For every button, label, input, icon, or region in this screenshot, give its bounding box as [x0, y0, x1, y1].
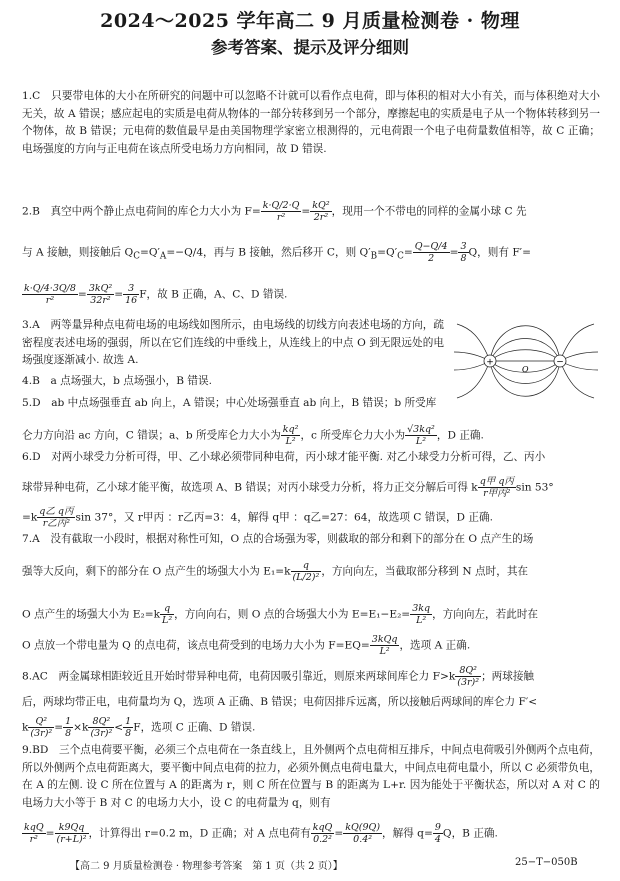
fraction: $\frac{\text{q甲 q丙}}{\text{r甲丙²}}$ — [479, 476, 514, 499]
fraction: $\frac{\text{kqQ}}{\text{0.2²}}$ — [312, 822, 333, 845]
answer-8-line-2: 后，两球均带正电，电荷量均为 Q，选项 A 正确、B 错误；电荷因排斥远离，所以接触后两球间的库仑力 F′< — [22, 696, 538, 708]
fraction: $\frac{Q-Q/4}{2}$ — [414, 241, 448, 264]
answer-1: 1.C 只要带电体的大小在所研究的问题中可以忽略不计就可以看作点电荷，即与体积的相对大小有关，而与体积绝对大小无关，故 A 错误；感应起电的实质是电荷从物体的一部分转移到另一个部分，摩擦起电的实质是电子从一个物体转移到另一个物体，故 B 错误；元电荷的数值最早是由美国物理学家密立根测得的，元电荷跟一个电子电荷量数值相等，故 C 正确；电场强度的方向与正电荷在该点所受电场力方向相同，故 D 错误. — [22, 90, 600, 155]
fraction: $\frac{9}{4}$ — [434, 822, 441, 845]
fraction: $\frac{3}{8}$ — [460, 241, 467, 264]
fraction: $\frac{\text{kQ²}}{\text{2r²}}$ — [312, 200, 330, 223]
answer-7-line-4: O 点放一个带电量为 Q 的点电荷，该点电荷受到的电场力大小为 F=EQ= $\frac{\text{3kQq}}{\text{L²}}$ ，选项 A 正确. — [22, 634, 471, 657]
answer-9-equation-line: $\frac{\text{kqQ}}{\text{r²}}$ = $\frac{k9Qq}{\text{(r+L)²}}$ ，计算得出 r=0.2 m，D 正确；对 A 点电荷有 $\frac{\text{kqQ}}{\text{0.2²}}$ = $\frac{kQ(9Q)}{\text{0.4²}}$ ，解得 q= $\frac{9}{4}$ Q，B 正确. — [24, 822, 498, 845]
answer-4: 4.B a 点场强大，b 点场强小，B 错误. — [22, 375, 212, 387]
answer-6-line-2: 球带异种电荷，乙小球才能平衡，故选项 A、B 错误；对丙小球受力分析，将力正交分解后可得 k $\frac{\text{q甲 q丙}}{\text{r甲丙²}}$ sin 53° — [22, 476, 554, 499]
fraction: $\frac{3}{16}$ — [125, 283, 138, 306]
fraction: $\frac{k\cdot Q/2\cdot Q}{\text{r²}}$ — [262, 200, 300, 223]
center-label: O — [522, 365, 529, 374]
fraction: $\frac{\text{Q²}}{\text{(3r)²}}$ — [30, 716, 53, 739]
fraction: $\frac{k9Qq}{\text{(r+L)²}}$ — [56, 822, 87, 845]
fraction: $\frac{3kq}{\text{L²}}$ — [412, 603, 431, 626]
fraction: $\frac{\text{8Q²}}{\text{(3r)²}}$ — [90, 716, 113, 739]
fraction: $\frac{kQ(9Q)}{\text{0.4²}}$ — [345, 822, 381, 845]
fraction: $\frac{\text{√3kq²}}{\text{L²}}$ — [407, 424, 435, 447]
fraction: $\frac{q}{\text{(L/2)²}}$ — [292, 560, 320, 583]
page-title: 2024～2025 学年高二 9 月质量检测卷 · 物理 — [100, 10, 520, 32]
minus-label: − — [556, 357, 564, 368]
fraction: $\frac{\text{3kQ²}}{\text{32r²}}$ — [88, 283, 113, 306]
fraction: $\frac{\text{kq²}}{\text{L²}}$ — [282, 424, 299, 447]
electric-field-lines-figure — [452, 316, 602, 406]
fraction: $\frac{q}{\text{L²}}$ — [162, 603, 173, 626]
fraction: $\frac{k\cdot Q/4\cdot 3Q/8}{\text{r²}}$ — [24, 283, 76, 306]
answer-7-line-1: 7.A 没有截取一小段时，根据对称性可知，O 点的合场强为零，则截取的部分和剩下的部分在 O 点产生的场 — [22, 533, 534, 545]
fraction: $\frac{\text{8Q²}}{\text{(3r)²}}$ — [457, 665, 480, 688]
fraction: $\frac{\text{q乙 q丙}}{\text{r乙丙²}}$ — [39, 506, 74, 529]
answer-5-line-1: 5.D ab 中点场强垂直 ab 向上，A 错误；中心处场强垂直 ab 向上，B 错误；b 所受库 — [22, 397, 437, 409]
answer-2-line-2: 与 A 接触，则接触后 $Q_C=Q'_A=-Q/4$，再与 B 接触，然后移开 C，则 $Q'_B=Q'_C=$ $\frac{Q-Q/4}{2}$ = $\frac{3}{8}$ Q，则有 F′= — [22, 241, 531, 264]
fraction: $\frac{\text{3kQq}}{\text{L²}}$ — [371, 634, 398, 657]
answer-8-line-1: 8.AC 两金属球相距较近且开始时带异种电荷，电荷因吸引靠近，则原来两球间库仑力 F>k $\frac{\text{8Q²}}{\text{(3r)²}}$ ；两球接触 — [22, 665, 535, 688]
answer-5-line-2: 仑力方向沿 ac 方向，C 错误；a、b 所受库仑力大小为 $\frac{\text{kq²}}{\text{L²}}$ ，c 所受库仑力大小为 $\frac{\text{√3kq²}}{\text{L²}}$ ，D 正确. — [22, 424, 484, 447]
answer-2-line-3: $\frac{k\cdot Q/4\cdot 3Q/8}{\text{r²}}$ = $\frac{\text{3kQ²}}{\text{32r²}}$ = $\frac{3}{16}$ F，故 B 正确，A、C、D 错误. — [24, 283, 288, 306]
fraction: $\frac{\text{kqQ}}{\text{r²}}$ — [24, 822, 44, 845]
answer-9: 9.BD 三个点电荷要平衡，必须三个点电荷在一条直线上，且外侧两个点电荷相互排斥，中间点电荷吸引外侧两个点电荷，所以外侧两个点电荷距离大，要平衡中间点电荷的拉力，必须外侧点电荷电量大，中间点电荷电量小，所以 C 必须带负电，在 A 的左侧. 设 C 所在位置与 A 的距离为 r，则 C 所在位置与 B 的距离为 L+r. 因为能处于平衡状态，所以对 A 对 C 的电场力大小等于 B 对 C 的电场力大小，设 C 的电荷量为 q，则有 — [22, 744, 600, 809]
page-subtitle: 参考答案、提示及评分细则 — [211, 38, 409, 57]
fraction: $\frac{1}{8}$ — [125, 716, 132, 739]
answer-6-line-3: =k $\frac{\text{q乙 q丙}}{\text{r乙丙²}}$ sin 37°，又 r甲丙 ：r乙丙=3：4，解得 q甲 ：q乙=27：64，故选项 C 错误，D 正确. — [22, 506, 493, 529]
answer-7-line-2: 强等大反向，剩下的部分在 O 点产生的场强大小为 E₁=k $\frac{q}{\text{(L/2)²}}$ ，方向向左，当截取部分移到 N 点时，其在 — [22, 560, 529, 583]
fraction: $\frac{1}{8}$ — [65, 716, 72, 739]
answer-6-line-1: 6.D 对两小球受力分析可得，甲、乙小球必须带同种电荷，丙小球才能平衡. 对乙小球受力分析可得，乙、丙小 — [22, 451, 546, 463]
answer-2-line-1: 2.B 真空中两个静止点电荷间的库仑力大小为 F= $\frac{k\cdot Q/2\cdot Q}{\text{r²}}$ = $\frac{\text{kQ²}}{\text{2r²}}$ ，现用一个不带电的同样的金属小球 C 先 — [22, 200, 527, 223]
answer-8-line-3: k $\frac{\text{Q²}}{\text{(3r)²}}$ = $\frac{1}{8}$ ×k $\frac{\text{8Q²}}{\text{(3r)²}}$ < $\frac{1}{8}$ F，选项 C 正确、D 错误. — [22, 716, 256, 739]
plus-label: + — [486, 357, 494, 368]
doc-code: 25−T−050B — [515, 857, 578, 868]
answer-7-line-3: O 点产生的场强大小为 E₂=k $\frac{q}{\text{L²}}$ ，方向向右，则 O 点的合场强大小为 E=E₁−E₂= $\frac{3kq}{\text{L²}}$ ，方向向左，若此时在 — [22, 603, 539, 626]
page-footer: 【高二 9 月质量检测卷 · 物理参考答案 第 1 页（共 2 页）】 — [70, 861, 343, 872]
answer-3: 3.A 两等量异种点电荷电场的电场线如图所示，由电场线的切线方向表述电场的方向，疏密程度表述电场的强弱，所以在它们连线的中垂线上，从连线上的中点 O 到无限远处的电场强度逐渐减小. 故选 A. — [22, 319, 444, 366]
